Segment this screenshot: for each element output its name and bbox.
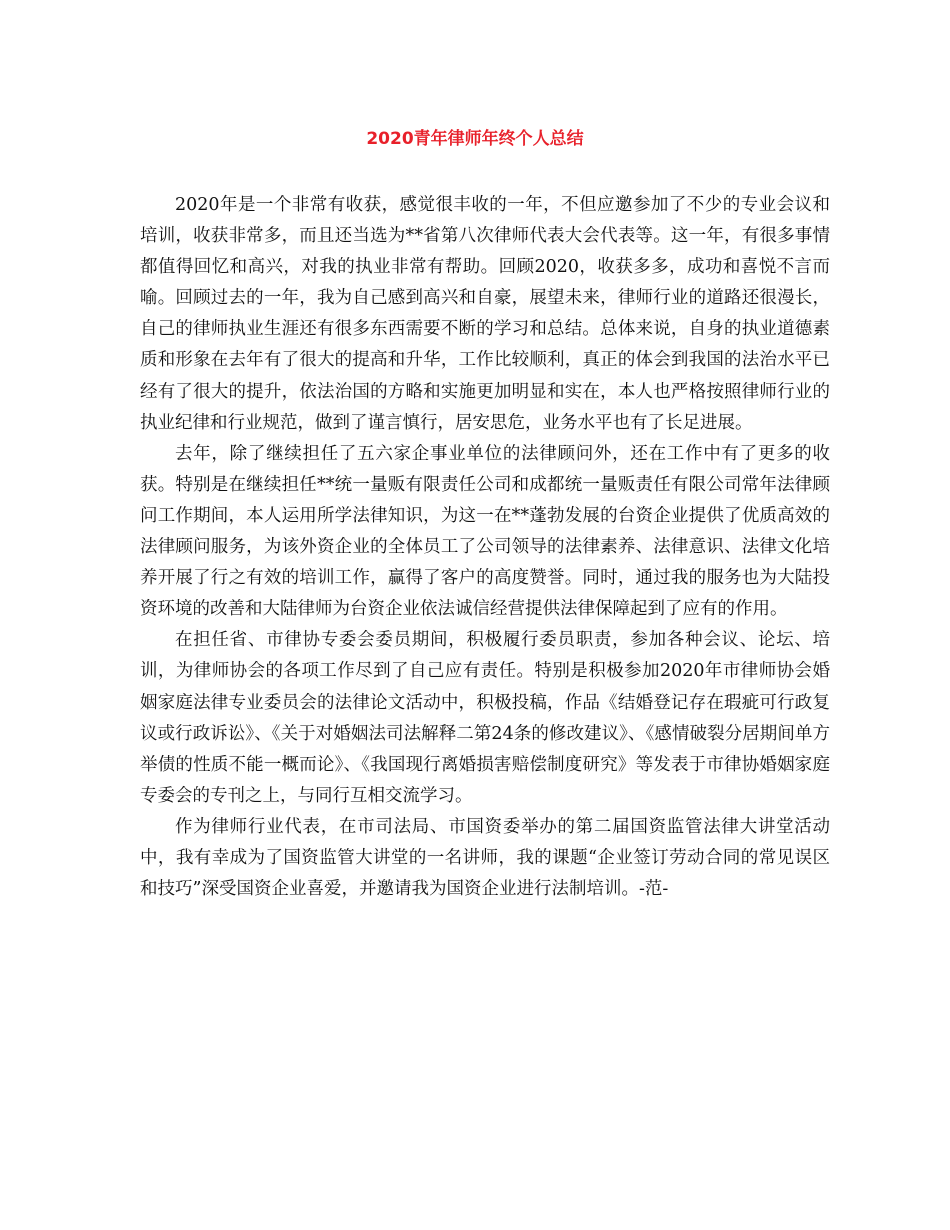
paragraph-2: 去年，除了继续担任了五六家企事业单位的法律顾问外，还在工作中有了更多的收获。特别是在继续担任**统一量贩有限责任公司和成都统一量贩责任有限公司常年法律顾问工作期间，本人运用所学法律知识，为这一在**蓬勃发展的台资企业提供了优质高效的法律顾问服务，为该外资企业的全体员工了公司领导的法律素养、法律意识、法律文化培养开展了行之有效的培训工作，赢得了客户的高度赞誉。同时，通过我的服务也为大陆投资环境的改善和大陆律师为台资企业依法诚信经营提供法律保障起到了应有的作用。 bbox=[140, 443, 830, 620]
paragraph-1: 2020年是一个非常有收获，感觉很丰收的一年，不但应邀参加了不少的专业会议和培训，收获非常多，而且还当选为**省第八次律师代表大会代表等。这一年，有很多事情都值得回忆和高兴，对我的执业非常有帮助。回顾2020，收获多多，成功和喜悦不言而喻。回顾过去的一年，我为自己感到高兴和自豪，展望未来，律师行业的道路还很漫长，自己的律师执业生涯还有很多东西需要不断的学习和总结。总体来说，自身的执业道德素质和形象在去年有了很大的提高和升华，工作比较顺利，真正的体会到我国的法治水平已经有了很大的提升，依法治国的方略和实施更加明显和实在，本人也严格按照律师行业的执业纪律和行业规范，做到了谨言慎行，居安思危，业务水平也有了长足进展。 bbox=[140, 195, 830, 433]
paragraph-3: 在担任省、市律协专委会委员期间，积极履行委员职责，参加各种会议、论坛、培训，为律师协会的各项工作尽到了自己应有责任。特别是积极参加2020年市律师协会婚姻家庭法律专业委员会的法律论文活动中，积极投稿，作品《结婚登记存在瑕疵可行政复议或行政诉讼》、《关于对婚姻法司法解释二第24条的修改建议》、《感情破裂分居期间单方举债的性质不能一概而论》、《我国现行离婚损害赔偿制度研究》等发表于市律协婚姻家庭专委会的专刊之上，与同行互相交流学习。 bbox=[140, 630, 830, 806]
paragraph-4: 作为律师行业代表，在市司法局、市国资委举办的第二届国资监管法律大讲堂活动中，我有幸成为了国资监管大讲堂的一名讲师，我的课题“企业签订劳动合同的常见误区和技巧”深受国资企业喜爱，并邀请我为国资企业进行法制培训。-范- bbox=[140, 816, 830, 900]
document-body bbox=[140, 190, 830, 905]
document-title: 2020青年律师年终个人总结 bbox=[366, 129, 584, 149]
